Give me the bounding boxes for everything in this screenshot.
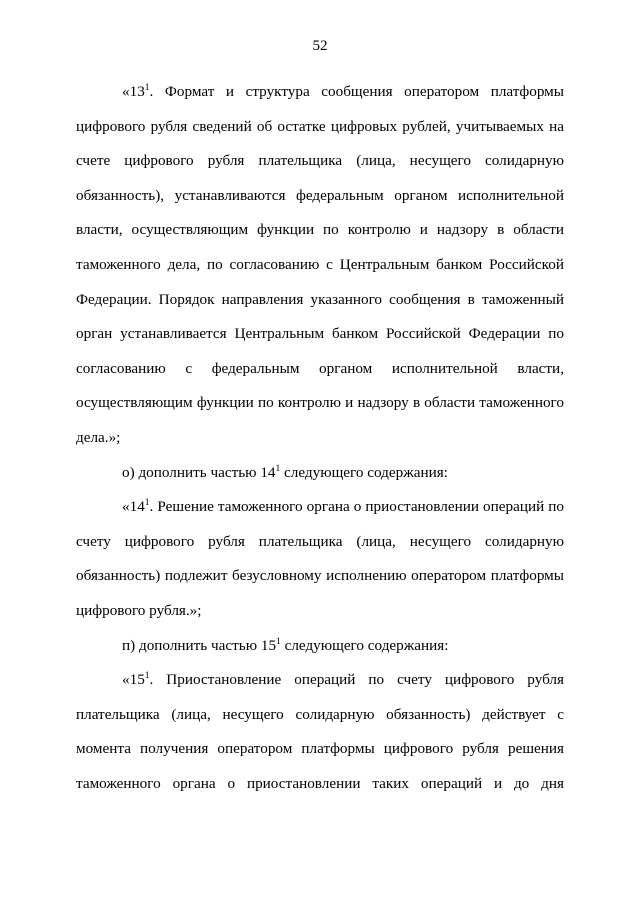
paragraph-text: следующего содержания: <box>280 463 448 481</box>
part-number: 14 <box>129 498 145 516</box>
paragraph-text: следующего содержания: <box>280 636 449 654</box>
part-number: 15 <box>129 671 145 689</box>
paragraph-text: . Приостановление операций по счету цифрового рубля плательщика (лица, несущего солидарную обязанность) действует с момента получения оператором платформы цифрового рубля решения таможенного органа о приостановлении таких операций и до дня <box>76 671 564 792</box>
paragraph-part-14-1 <box>76 490 564 628</box>
amendment-prefix: о) дополнить частью <box>122 463 261 481</box>
part-superscript: 1 <box>144 498 150 509</box>
document-body <box>76 75 564 801</box>
paragraph-part-15-1 <box>76 663 564 801</box>
page-number: 52 <box>312 38 328 54</box>
paragraph-text: . Формат и структура сообщения оператором платформы цифрового рубля сведений об остатке цифровых рублей, учитываемых на счете цифрового рубля плательщика (лица, несущего солидарную обязанность), устанавливаются федеральным органом исполнительной власти, осуществляющим функции по контролю и надзору в области таможенного дела, по согласованию с Центральным банком Российской Федерации. Порядок направления указанного сообщения в таможенный орган устанавливается Центральным банком Российской Федерации по согласованию с федеральным органом исполнительной власти, осуществляющим функции по контролю и надзору в области таможенного дела.»; <box>76 83 564 446</box>
paragraph-item-p <box>76 629 564 664</box>
paragraph-text: . Решение таможенного органа о приостановлении операций по счету цифрового рубля плательщика (лица, несущего солидарную обязанность) подлежит безусловному исполнению оператором платформы цифрового рубля.»; <box>76 498 564 619</box>
amendment-prefix: п) дополнить частью <box>122 636 261 654</box>
part-number: 15 <box>260 636 277 654</box>
part-number: 13 <box>129 83 145 100</box>
part-superscript: 1 <box>144 671 150 682</box>
part-number: 14 <box>260 463 276 481</box>
open-quote: « <box>122 671 130 689</box>
paragraph-item-o <box>76 456 564 491</box>
paragraph-part-13-1 <box>76 75 564 456</box>
part-superscript: 1 <box>276 636 281 647</box>
part-superscript: 1 <box>275 463 281 474</box>
open-quote: « <box>122 498 130 516</box>
part-superscript: 1 <box>144 83 150 93</box>
open-quote: « <box>122 83 130 100</box>
